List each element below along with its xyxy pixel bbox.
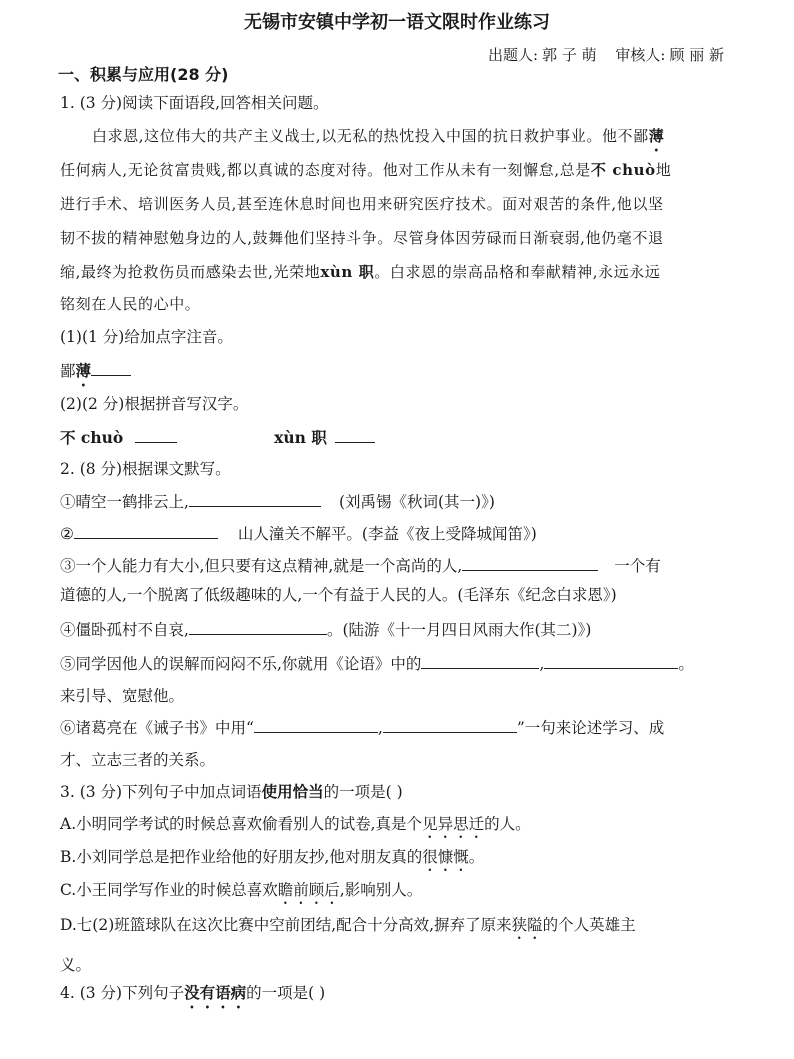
passage-line-2: 任何病人,无论贫富贵贱,都以真诚的态度对待。他对工作从未有一刻懈怠,总是不 chuò地 [60,161,672,179]
passage-line-4: 韧不拔的精神慰勉身边的人,鼓舞他们坚持斗争。尽管身体因劳碌而日渐衰弱,他仍毫不退 [60,229,664,247]
answer-blank[interactable] [335,426,375,443]
q1-sub1: (1)(1 分)给加点字注音。 [60,328,233,346]
reviewer-label: 审核人: [615,46,666,64]
author-name: 郭 子 萌 [542,46,597,64]
q1-sub1-item: 鄙薄 [60,359,754,390]
q2-line-5: ⑤同学因他人的误解而闷闷不乐,你就用《论语》中的 , 。 [60,652,754,675]
author-label: 出题人: [488,46,539,64]
answer-blank[interactable] [135,426,177,443]
answer-blank[interactable] [462,554,598,571]
q2-line-3b: 道德的人,一个脱离了低级趣味的人,一个有益于人民的人。(毛泽东《纪念白求恩》) [60,586,617,604]
answer-blank[interactable] [189,618,327,635]
answer-blank[interactable] [383,716,517,733]
passage-line-6: 铭刻在人民的心中。 [60,295,201,313]
q2-line-4: ④僵卧孤村不自哀, 。(陆游《十一月四日风雨大作(其二)》) [60,618,754,641]
q3-option-d[interactable]: D.七(2)班篮球队在这次比赛中空前团结,配合十分高效,摒弃了原来狭隘的个人英雄主 [60,916,636,934]
q2-line-5b: 来引导、宽慰他。 [60,687,185,705]
q2-stem: 2. (8 分)根据课文默写。 [60,460,231,478]
q2-line-3: ③一个人能力有大小,但只要有这点精神,就是一个高尚的人, 一个有 [60,554,754,577]
answer-blank[interactable] [189,490,321,507]
passage-line-3: 进行手术、培训医务人员,甚至连休息时间也用来研究医疗技术。面对艰苦的条件,他以坚 [60,195,664,213]
answer-blank[interactable] [254,716,378,733]
q3-option-a[interactable]: A.小明同学考试的时候总喜欢偷看别人的试卷,真是个见异思迁的人。 [60,815,531,833]
q3-option-d-cont: 义。 [60,956,92,974]
reviewer-name: 顾 丽 新 [669,46,724,64]
q4-stem: 4. (3 分)下列句子没有语病的一项是( ) [60,983,326,1002]
q3-option-c[interactable]: C.小王同学写作业的时候总喜欢瞻前顾后,影响别人。 [60,881,423,899]
passage-line-5: 缩,最终为抢救伤员而感染去世,光荣地xùn 职。白求恩的崇高品格和奉献精神,永远永远 [60,263,661,281]
answer-blank[interactable] [74,522,218,539]
answer-blank[interactable] [421,652,539,669]
q1-sub2: (2)(2 分)根据拼音写汉字。 [60,395,249,413]
q2-line-2: ② 山人潼关不解平。(李益《夜上受降城闻笛》) [60,522,754,545]
q2-line-6: ⑥诸葛亮在《诫子书》中用“ , ”一句来论述学习、成 [60,716,754,739]
q2-line-6b: 才、立志三者的关系。 [60,751,216,769]
answer-blank[interactable] [544,652,678,669]
q2-line-1: ①晴空一鹤排云上, (刘禹锡《秋词(其一)》) [60,490,754,513]
section-heading: 一、积累与应用(28 分) [58,65,229,84]
passage-line-1: 白求恩,这位伟大的共产主义战士,以无私的热忱投入中国的抗日救护事业。他不鄙薄 [92,127,665,145]
page-title: 无锡市安镇中学初一语文限时作业练习 [244,12,550,33]
q3-stem: 3. (3 分)下列句子中加点词语使用恰当的一项是( ) [60,782,403,801]
q3-option-b[interactable]: B.小刘同学总是把作业给他的好朋友抄,他对朋友真的很慷慨。 [60,848,485,866]
q1-stem: 1. (3 分)阅读下面语段,回答相关问题。 [60,94,329,112]
q1-sub2-items: 不 chuò xùn 职 [60,426,754,449]
author-line [484,44,724,65]
answer-blank[interactable] [91,359,131,376]
